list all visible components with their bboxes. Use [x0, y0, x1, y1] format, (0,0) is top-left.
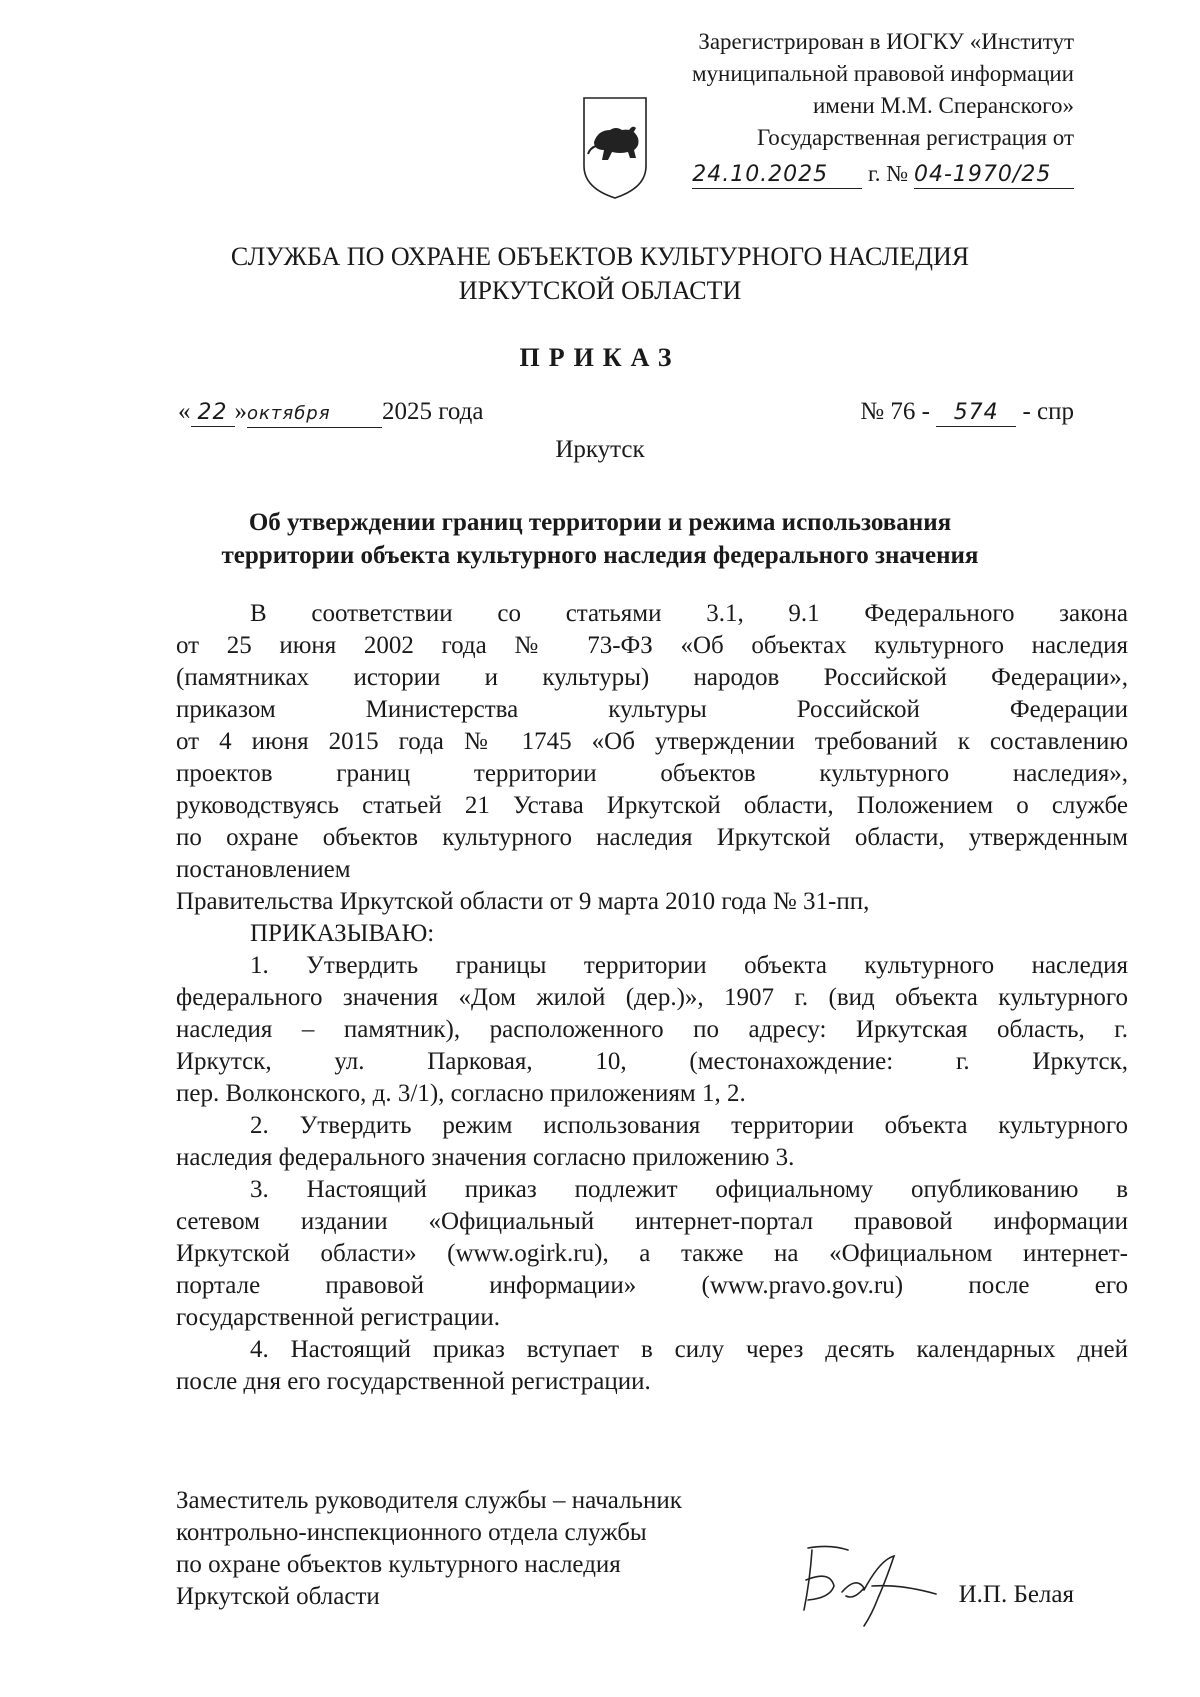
preamble-line: от 25 июня 2002 года № 73-ФЗ «Об объектах культурного наследия [176, 632, 1128, 659]
position-line: Заместитель руководителя службы – начальник [176, 1487, 682, 1514]
document-body [176, 598, 1128, 1398]
item-1-line: пер. Волконского, д. 3/1), согласно приложениям 1, 2. [176, 1080, 746, 1107]
registration-number-row [614, 158, 1074, 190]
position-line: по охране объектов культурного наследия [176, 1551, 621, 1578]
preamble-line: руководствуясь статьей 21 Устава Иркутской области, Положением о службе [176, 792, 1128, 819]
registration-date: 24.10.2025 [692, 162, 862, 189]
preamble-line: проектов границ территории объектов культурного наследия», [176, 760, 1128, 787]
item-1-line: федерального значения «Дом жилой (дер.)», 1907 г. (вид объекта культурного [176, 984, 1128, 1011]
item-3-line: Иркутской области» (www.ogirk.ru), а также на «Официальном интернет- [176, 1240, 1128, 1267]
coat-of-arms-icon [582, 96, 648, 200]
registration-stamp [614, 26, 1074, 190]
signatory-position [176, 1485, 682, 1613]
item-4-line: 4. Настоящий приказ вступает в силу через десять календарных дней [250, 1336, 1128, 1363]
position-line: Иркутской области [176, 1583, 380, 1610]
registration-line: Зарегистрирован в ИОГКУ «Институт [698, 29, 1074, 54]
order-number [860, 398, 1074, 427]
organization-line-1: СЛУЖБА ПО ОХРАНЕ ОБЪЕКТОВ КУЛЬТУРНОГО НАСЛЕДИЯ [230, 242, 970, 271]
item-1-line: 1. Утвердить границы территории объекта культурного наследия [250, 952, 1128, 979]
item-2-line: 2. Утвердить режим использования территории объекта культурного [250, 1112, 1128, 1139]
order-word: ПРИКАЗЫВАЮ: [250, 920, 435, 947]
registration-number-prefix: г. № [867, 161, 909, 186]
preamble-line: постановлением [176, 856, 351, 883]
preamble-line: приказом Министерства культуры Российской Федерации [176, 696, 1128, 723]
preamble-line: (памятниках истории и культуры) народов Российской Федерации», [176, 664, 1128, 691]
order-number-suffix: - спр [1022, 398, 1074, 425]
preamble-line: Правительства Иркутской области от 9 марта 2010 года № 31-пп, [176, 888, 870, 915]
order-day: 22 [191, 400, 235, 427]
order-date [178, 398, 483, 428]
registration-line: муниципальной правовой информации [691, 61, 1074, 86]
registration-line: имени М.М. Сперанского» [812, 93, 1074, 118]
quote-open: « [178, 398, 191, 425]
quote-close: » [234, 398, 247, 425]
item-3-line: портале правовой информации» (www.pravo.gov.ru) после его [176, 1272, 1128, 1299]
title-line-1: Об утверждении границ территории и режима использования [248, 509, 952, 536]
signatory-name: И.П. Белая [958, 1581, 1074, 1608]
preamble-line: В соответствии со статьями 3.1, 9.1 Федерального закона [250, 600, 1128, 627]
organization-name [0, 240, 1200, 308]
item-3-line: государственной регистрации. [176, 1304, 500, 1331]
registration-number: 04-1970/25 [914, 162, 1074, 189]
item-2-line: наследия федерального значения согласно приложению 3. [176, 1144, 795, 1171]
position-line: контрольно-инспекционного отдела службы [176, 1519, 647, 1546]
handwritten-signature-icon [790, 1540, 940, 1630]
item-3-line: 3. Настоящий приказ подлежит официальному опубликованию в [250, 1176, 1128, 1203]
item-1-line: Иркутск, ул. Парковая, 10, (местонахождение: г. Иркутск, [176, 1048, 1128, 1075]
item-1-line: наследия – памятник), расположенного по адресу: Иркутская область, г. [176, 1016, 1128, 1043]
registration-line: Государственная регистрация от [757, 125, 1074, 150]
order-number-prefix: № 76 - [860, 398, 930, 425]
preamble-line: по охране объектов культурного наследия Иркутской области, утвержденным [176, 824, 1128, 851]
order-number-value: 574 [936, 400, 1016, 427]
organization-line-2: ИРКУТСКОЙ ОБЛАСТИ [458, 276, 742, 305]
document-title [0, 506, 1200, 572]
document-type: ПРИКАЗ [519, 343, 681, 372]
item-3-line: сетевом издании «Официальный интернет-портал правовой информации [176, 1208, 1128, 1235]
title-line-2: территории объекта культурного наследия федерального значения [221, 542, 979, 569]
order-city: Иркутск [555, 436, 645, 463]
preamble-line: от 4 июня 2015 года № 1745 «Об утверждении требований к составлению [176, 728, 1128, 755]
order-year: 2025 года [382, 398, 484, 425]
item-4-line: после дня его государственной регистрации. [176, 1368, 651, 1395]
order-month: октября [247, 401, 382, 428]
